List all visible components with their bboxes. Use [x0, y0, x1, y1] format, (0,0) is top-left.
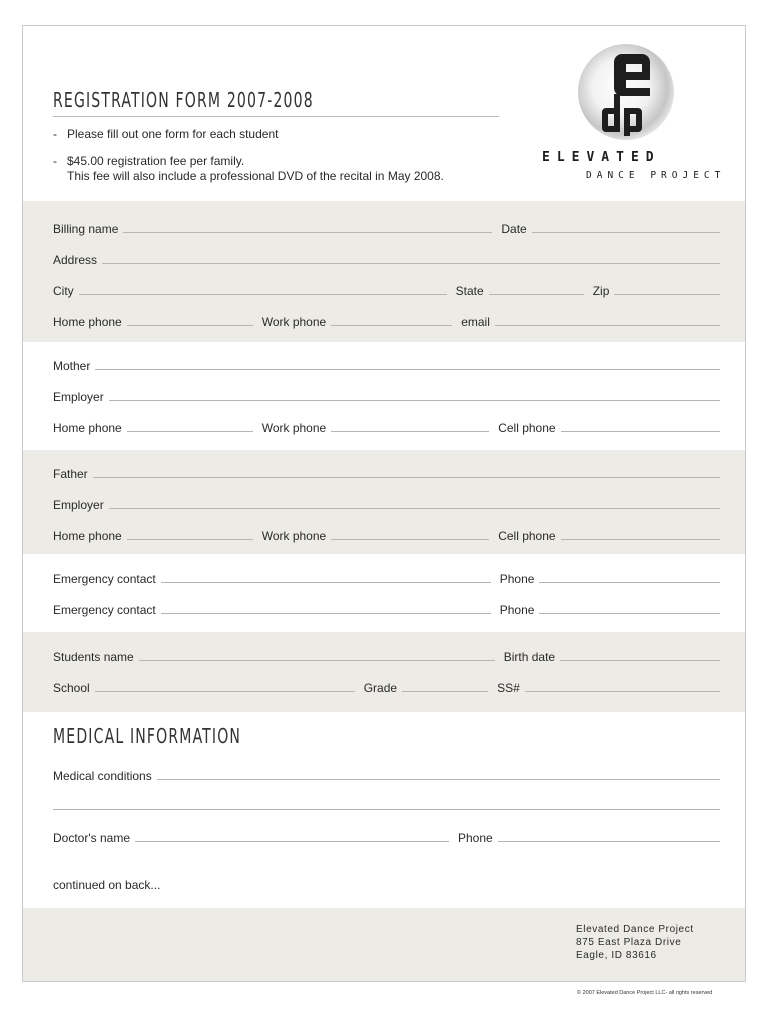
ss-label: SS#	[497, 681, 520, 695]
doctors-name-label: Doctor's name	[53, 831, 130, 845]
emergency-contact-1-label: Emergency contact	[53, 572, 156, 586]
emergency-contact-2-field[interactable]	[161, 613, 491, 614]
billing-row-2	[53, 251, 720, 267]
address-field[interactable]	[102, 263, 720, 264]
grade-label: Grade	[363, 681, 398, 695]
doctor-phone-field[interactable]	[498, 841, 720, 842]
mother-label: Mother	[53, 359, 91, 373]
student-row-1	[53, 648, 720, 664]
mother-work-phone-label: Work phone	[261, 421, 327, 435]
father-cell-phone-field[interactable]	[561, 539, 720, 540]
email-field[interactable]	[495, 325, 720, 326]
mother-employer-field[interactable]	[109, 400, 720, 401]
grade-field[interactable]	[402, 691, 488, 692]
billing-row-4	[53, 313, 720, 329]
billing-name-field[interactable]	[123, 232, 492, 233]
mother-home-phone-field[interactable]	[127, 431, 253, 432]
emergency-contact-2-label: Emergency contact	[53, 603, 156, 617]
birth-date-field[interactable]	[560, 660, 720, 661]
medical-information-heading: MEDICAL INFORMATION	[53, 724, 242, 748]
logo-subtitle: DANCE PROJECT	[586, 170, 726, 181]
mother-work-phone-field[interactable]	[331, 431, 489, 432]
father-employer-label: Employer	[53, 498, 104, 512]
work-phone-label: Work phone	[261, 315, 327, 329]
address-label: Address	[53, 253, 98, 267]
emergency-phone-1-label: Phone	[499, 572, 535, 586]
mother-home-phone-label: Home phone	[53, 421, 122, 435]
medical-conditions-label: Medical conditions	[53, 769, 152, 783]
mother-field[interactable]	[95, 369, 720, 370]
mother-row-2	[53, 388, 720, 404]
city-field[interactable]	[79, 294, 447, 295]
medical-row-2	[53, 829, 720, 845]
city-label: City	[53, 284, 74, 298]
emergency-row-2	[53, 601, 720, 617]
mother-row-1	[53, 357, 720, 373]
mother-cell-phone-field[interactable]	[561, 431, 720, 432]
logo-monogram-edp	[600, 46, 660, 136]
continued-note: continued on back...	[53, 878, 161, 892]
home-phone-label: Home phone	[53, 315, 122, 329]
state-label: State	[455, 284, 484, 298]
work-phone-field[interactable]	[331, 325, 452, 326]
emergency-phone-2-field[interactable]	[539, 613, 720, 614]
medical-conditions-extra-line[interactable]	[53, 809, 720, 810]
doctor-phone-label: Phone	[458, 831, 493, 845]
father-work-phone-label: Work phone	[261, 529, 327, 543]
email-label: email	[461, 315, 490, 329]
mother-employer-label: Employer	[53, 390, 104, 404]
students-name-field[interactable]	[139, 660, 495, 661]
note-fee: - $45.00 registration fee per family. This fee will also include a professional DVD of the recital in May 2008.	[53, 154, 444, 183]
emergency-contact-1-field[interactable]	[161, 582, 491, 583]
school-label: School	[53, 681, 90, 695]
father-label: Father	[53, 467, 88, 481]
medical-conditions-field[interactable]	[157, 779, 720, 780]
medical-row-1	[53, 767, 720, 783]
doctors-name-field[interactable]	[135, 841, 449, 842]
footer-address: Elevated Dance Project 875 East Plaza Drive Eagle, ID 83616	[576, 924, 694, 961]
father-cell-phone-label: Cell phone	[498, 529, 556, 543]
form-title: REGISTRATION FORM 2007-2008	[53, 88, 314, 112]
note-one-form: - Please fill out one form for each student	[53, 127, 279, 141]
student-section	[23, 632, 745, 712]
students-name-label: Students name	[53, 650, 134, 664]
father-row-2	[53, 496, 720, 512]
date-field[interactable]	[532, 232, 720, 233]
emergency-row-1	[53, 570, 720, 586]
registration-form-page	[22, 25, 746, 982]
mother-cell-phone-label: Cell phone	[498, 421, 556, 435]
school-field[interactable]	[95, 691, 355, 692]
birth-date-label: Birth date	[503, 650, 556, 664]
father-row-3	[53, 527, 720, 543]
ss-field[interactable]	[525, 691, 720, 692]
logo-wordmark: ELEVATED	[542, 150, 661, 165]
father-employer-field[interactable]	[109, 508, 720, 509]
zip-field[interactable]	[614, 294, 720, 295]
billing-section	[23, 201, 745, 342]
zip-label: Zip	[592, 284, 610, 298]
home-phone-field[interactable]	[127, 325, 253, 326]
emergency-section	[23, 554, 745, 632]
emergency-phone-2-label: Phone	[499, 603, 535, 617]
mother-row-3	[53, 419, 720, 435]
date-label: Date	[501, 222, 527, 236]
father-home-phone-field[interactable]	[127, 539, 253, 540]
father-section	[23, 450, 745, 554]
title-divider	[53, 116, 499, 117]
father-field[interactable]	[93, 477, 720, 478]
emergency-phone-1-field[interactable]	[539, 582, 720, 583]
father-row-1	[53, 465, 720, 481]
state-field[interactable]	[489, 294, 584, 295]
copyright-text: © 2007 Elevated Dance Project LLC- all rights reserved	[577, 990, 713, 996]
father-home-phone-label: Home phone	[53, 529, 122, 543]
billing-name-label: Billing name	[53, 222, 119, 236]
father-work-phone-field[interactable]	[331, 539, 489, 540]
edp-logo	[540, 40, 730, 190]
student-row-2	[53, 679, 720, 695]
billing-row-3	[53, 282, 720, 298]
billing-row-1	[53, 220, 720, 236]
mother-section	[23, 342, 745, 450]
